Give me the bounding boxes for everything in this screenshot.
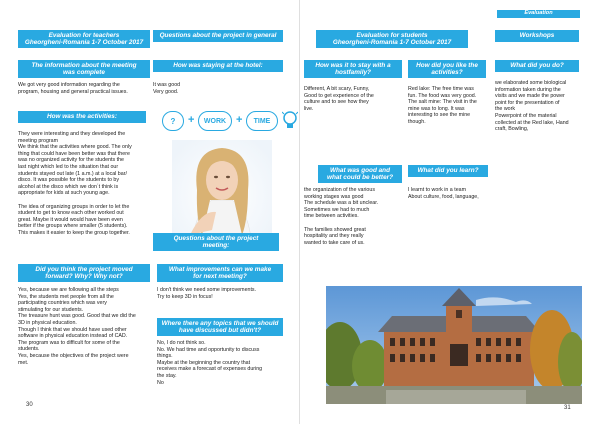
text-good-better: the organization of the various working stages was good The schedule was a bit unclear. Sometimes we had to much time between activities. The families showed great hospitality and they really wanted to take care of us. (304, 187, 379, 246)
evaluation-tab: Evaluation (497, 10, 580, 18)
idea-graphic (152, 108, 297, 138)
header-evaluation-teachers: Evaluation for teachers Gheorgheni-Romania 1-7 October 2017 (18, 30, 150, 48)
text-moved-forward: Yes, because we are following all the steps Yes, the students met people from all the participating countries which was very stimulating for our students. The treasure hunt was good. Good that we did the 3D in physical education. Though I think that we should have used other software in physical education instead of CAD. The program was to difficult for some of the students. Yes, because the objectives of the project were met. (18, 287, 136, 366)
page-number-right: 31 (564, 405, 571, 411)
header-what-learn: What did you learn? (408, 165, 488, 177)
work-box: WORK (198, 111, 232, 131)
header-questions-meeting: Questions about the project meeting: (153, 233, 279, 251)
building-photo (326, 286, 582, 404)
header-stay-hostfamily: How was it to stay with a hostfamily? (304, 60, 402, 78)
lightbulb-icon (282, 110, 298, 132)
header-evaluation-students: Evaluation for students Gheorgheni-Romania 1-7 October 2017 (316, 30, 468, 48)
page-number-left: 30 (26, 402, 33, 408)
question-mark-icon: ? (162, 111, 184, 131)
text-what-learn: I learnt to work in a team About culture, food, language, (408, 187, 479, 200)
text-what-do: we elaborated some biological information taken during the visits and we made the power point for the presentation of the work Powerpoint of the material collected at the Red lake, Hand craft, Bowling, (495, 80, 569, 133)
text-hotel: It was good Very good. (153, 82, 181, 95)
header-workshops: Workshops (495, 30, 579, 42)
header-what-do: What did you do? (495, 60, 579, 72)
header-like-activities: How did you like the activities? (408, 60, 486, 78)
header-questions-general: Questions about the project in general (153, 30, 283, 42)
header-good-better: What was good and what could be better? (318, 165, 402, 183)
text-improvements: I don't think we need some improvements. Try to keep 3D in focus! (157, 287, 257, 300)
header-topics: Where there any topics that we should have discussed but didn't? (157, 318, 283, 336)
header-moved-forward: Did you think the project moved forward? Why? Why not? (18, 264, 150, 282)
header-activities: How was the activities: (18, 111, 146, 123)
plus-sign-2: + (236, 114, 243, 126)
right-page (300, 0, 600, 424)
text-stay-hostfamily: Different, A bit scary, Funny, Good to get experience of the culture and to see how they live. (304, 86, 374, 112)
text-topics: No, I do not think so. No. We had time and opportunity to discuss things. Maybe at the beginning the country that receives make a forecast of expenses during the stay. No (157, 340, 263, 386)
text-like-activities: Red lake: The free time was fun. The food was very good. The salt mine: The visit in the mine was to long. It was interesting to see the mine though. (408, 86, 477, 125)
text-info-complete: We got very good information regarding the program, housing and general practical issues. (18, 82, 128, 95)
text-activities: They were interesting and they developed the meeting program We think that the activities where good. The only thing that could have been better was that there was no organized activity for the students the last night which led to the situation that our students stayed out late (1 a.m.) at a local bar/ disco. It was possible for the students to by alcohol at the disco which we don´t think is appropriate for kids at such young age. The idea of organizing groups in order to let the student to get to know each other worked out great. Maybe it would would have been even better if the groups where smaller (5 students). This makes it easier to keep the group together. (18, 131, 132, 236)
time-box: TIME (246, 111, 278, 131)
plus-sign-1: + (188, 114, 195, 126)
header-hotel: How was staying at the hotel: (153, 60, 283, 72)
header-info-complete: The information about the meeting was complete (18, 60, 150, 78)
header-improvements: What improvements can we make for next meeting? (157, 264, 283, 282)
